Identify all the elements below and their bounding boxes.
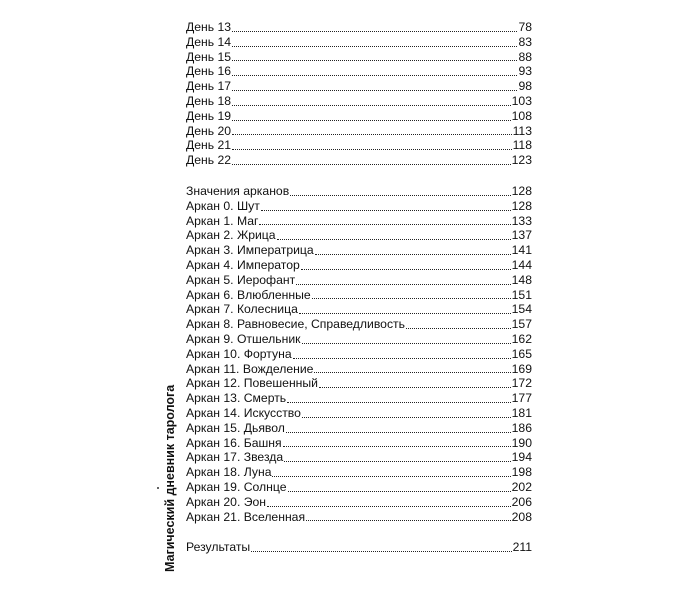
- toc-entry-title: День 19: [186, 108, 232, 123]
- toc-entry-page: 108: [511, 108, 532, 123]
- toc-entry[interactable]: [186, 184, 532, 199]
- toc-entry-title: Аркан 0. Шут: [186, 198, 260, 213]
- dot-leader: [232, 60, 517, 61]
- toc-entry[interactable]: [186, 109, 532, 124]
- toc-entry-page: 118: [512, 138, 532, 153]
- toc-entry[interactable]: [186, 480, 532, 495]
- toc-entry[interactable]: [186, 153, 532, 168]
- section-spacer: [186, 524, 532, 540]
- toc-entry[interactable]: [186, 347, 532, 362]
- toc-entry-page: 113: [512, 123, 532, 138]
- dot-leader: [277, 239, 511, 240]
- toc-entry[interactable]: [186, 243, 532, 258]
- toc-entry-page: 103: [511, 93, 532, 108]
- toc-entry-title: Аркан 10. Фортуна: [186, 346, 292, 361]
- dot-leader: [302, 343, 511, 344]
- toc-entry-page: 154: [511, 302, 532, 317]
- toc-entry-page: 198: [511, 465, 532, 480]
- toc-entry[interactable]: [186, 540, 532, 555]
- toc-entry-title: День 22: [186, 153, 232, 168]
- toc-entry-title: Аркан 15. Дьявол: [186, 420, 285, 435]
- toc-entry-page: 88: [518, 49, 532, 64]
- dot-leader: [286, 432, 511, 433]
- toc-entry[interactable]: [186, 214, 532, 229]
- toc-entry-page: 177: [511, 391, 532, 406]
- toc-entry-title: Аркан 13. Смерть: [186, 391, 287, 406]
- toc-entry-page: 181: [511, 405, 532, 420]
- toc-entry-page: 186: [511, 420, 532, 435]
- toc-entry-page: 206: [511, 494, 532, 509]
- toc-entry-page: 190: [511, 435, 532, 450]
- toc-entry-title: День 14: [186, 34, 232, 49]
- toc-entry[interactable]: [186, 495, 532, 510]
- toc-entry-title: День 21: [186, 138, 232, 153]
- dot-leader: [284, 461, 511, 462]
- toc-entry-title: День 17: [186, 79, 232, 94]
- toc-entry-title: Аркан 16. Башня: [186, 435, 282, 450]
- toc-entry-page: 157: [511, 317, 532, 332]
- dot-leader: [312, 298, 511, 299]
- toc-entry[interactable]: [186, 273, 532, 288]
- toc-entry-title: Аркан 21. Вселенная: [186, 509, 306, 524]
- toc-entry-page: 202: [511, 479, 532, 494]
- toc-entry[interactable]: [186, 436, 532, 451]
- dot-leader: [290, 195, 510, 196]
- toc-entry[interactable]: [186, 317, 532, 332]
- dot-leader: [406, 328, 511, 329]
- toc-entry-page: 128: [511, 198, 532, 213]
- toc-entry[interactable]: [186, 450, 532, 465]
- print-speck: [157, 487, 159, 489]
- toc-entry-title: Аркан 11. Вожделение: [186, 361, 314, 376]
- toc-entry[interactable]: [186, 138, 532, 153]
- dot-leader: [232, 75, 517, 76]
- toc-entry[interactable]: [186, 332, 532, 347]
- toc-entry-page: 208: [511, 509, 532, 524]
- toc-entry-title: Аркан 3. Императрица: [186, 243, 314, 258]
- toc-entry-title: День 18: [186, 93, 232, 108]
- toc-entry-title: Аркан 6. Влюбленные: [186, 287, 311, 302]
- toc-entry-page: 169: [511, 361, 532, 376]
- dot-leader: [319, 387, 511, 388]
- dot-leader: [302, 417, 511, 418]
- dot-leader: [301, 269, 511, 270]
- toc-entry-page: 137: [511, 228, 532, 243]
- dot-leader: [232, 164, 511, 165]
- toc-entry[interactable]: [186, 510, 532, 525]
- toc-entry-title: Аркан 12. Повешенный: [186, 376, 318, 391]
- toc-entry[interactable]: [186, 258, 532, 273]
- toc-entry-title: Аркан 2. Жрица: [186, 228, 276, 243]
- toc-section-days: [186, 20, 532, 168]
- section-spacer: [186, 168, 532, 184]
- toc-entry-page: 144: [511, 257, 532, 272]
- toc-entry-page: 141: [511, 243, 532, 258]
- toc-entry-title: Аркан 18. Луна: [186, 465, 272, 480]
- toc-section-arcana: [186, 184, 532, 524]
- toc-entry-title: Аркан 1. Маг: [186, 213, 259, 228]
- toc-entry[interactable]: [186, 64, 532, 79]
- toc-entry[interactable]: [186, 79, 532, 94]
- toc-entry[interactable]: [186, 376, 532, 391]
- dot-leader: [293, 358, 511, 359]
- dot-leader: [272, 476, 510, 477]
- toc-entry-page: 123: [511, 153, 532, 168]
- dot-leader: [306, 520, 511, 521]
- dot-leader: [232, 120, 511, 121]
- toc-entry-title: Аркан 20. Эон: [186, 494, 266, 509]
- toc-entry[interactable]: [186, 35, 532, 50]
- dot-leader: [232, 134, 512, 135]
- dot-leader: [232, 46, 517, 47]
- dot-leader: [267, 506, 511, 507]
- toc-entry[interactable]: [186, 465, 532, 480]
- toc-entry-page: 165: [511, 346, 532, 361]
- toc-entry[interactable]: [186, 20, 532, 35]
- toc-entry-title: День 15: [186, 49, 232, 64]
- toc-entry-page: 148: [511, 272, 532, 287]
- toc-entry-page: 211: [512, 540, 532, 555]
- dot-leader: [259, 224, 510, 225]
- dot-leader: [232, 90, 517, 91]
- dot-leader: [232, 105, 511, 106]
- table-of-contents: [186, 20, 532, 555]
- toc-entry-title: Аркан 7. Колесница: [186, 302, 298, 317]
- toc-entry-title: Аркан 4. Император: [186, 257, 300, 272]
- dot-leader: [314, 372, 510, 373]
- dot-leader: [283, 446, 511, 447]
- toc-entry[interactable]: [186, 124, 532, 139]
- toc-entry-page: 162: [511, 331, 532, 346]
- dot-leader: [232, 149, 512, 150]
- toc-entry-page: 128: [511, 183, 532, 198]
- toc-section-results: [186, 540, 532, 555]
- toc-entry-title: Аркан 14. Искусство: [186, 405, 301, 420]
- toc-entry-page: 151: [511, 287, 532, 302]
- dot-leader: [251, 551, 511, 552]
- dot-leader: [261, 210, 511, 211]
- toc-entry[interactable]: [186, 50, 532, 65]
- toc-entry-title: Результаты: [186, 540, 251, 555]
- toc-entry-page: 194: [511, 450, 532, 465]
- toc-entry-page: 93: [518, 64, 532, 79]
- toc-entry[interactable]: [186, 302, 532, 317]
- toc-entry-title: День 13: [186, 20, 232, 34]
- toc-entry-title: Аркан 19. Солнце: [186, 479, 287, 494]
- dot-leader: [232, 31, 517, 32]
- spine-title: Магический дневник таролога: [163, 384, 177, 572]
- toc-entry-title: Аркан 9. Отшельник: [186, 331, 301, 346]
- toc-entry[interactable]: [186, 288, 532, 303]
- toc-entry-page: 98: [518, 79, 532, 94]
- toc-entry[interactable]: [186, 421, 532, 436]
- toc-entry[interactable]: [186, 406, 532, 421]
- toc-entry-title: Значения арканов: [186, 183, 290, 198]
- dot-leader: [296, 284, 510, 285]
- toc-entry-page: 78: [518, 20, 532, 34]
- toc-entry-title: Аркан 5. Иерофант: [186, 272, 296, 287]
- toc-entry-title: Аркан 17. Звезда: [186, 450, 284, 465]
- toc-entry[interactable]: [186, 228, 532, 243]
- dot-leader: [299, 313, 511, 314]
- toc-entry-page: 83: [518, 34, 532, 49]
- dot-leader: [287, 402, 511, 403]
- toc-entry[interactable]: [186, 94, 532, 109]
- toc-entry-title: День 20: [186, 123, 232, 138]
- dot-leader: [288, 491, 511, 492]
- toc-entry[interactable]: [186, 362, 532, 377]
- dot-leader: [315, 254, 511, 255]
- toc-entry-page: 133: [511, 213, 532, 228]
- toc-entry-page: 172: [511, 376, 532, 391]
- toc-entry[interactable]: [186, 199, 532, 214]
- toc-entry-title: День 16: [186, 64, 232, 79]
- toc-entry[interactable]: [186, 391, 532, 406]
- toc-entry-title: Аркан 8. Равновесие, Справедливость: [186, 317, 405, 332]
